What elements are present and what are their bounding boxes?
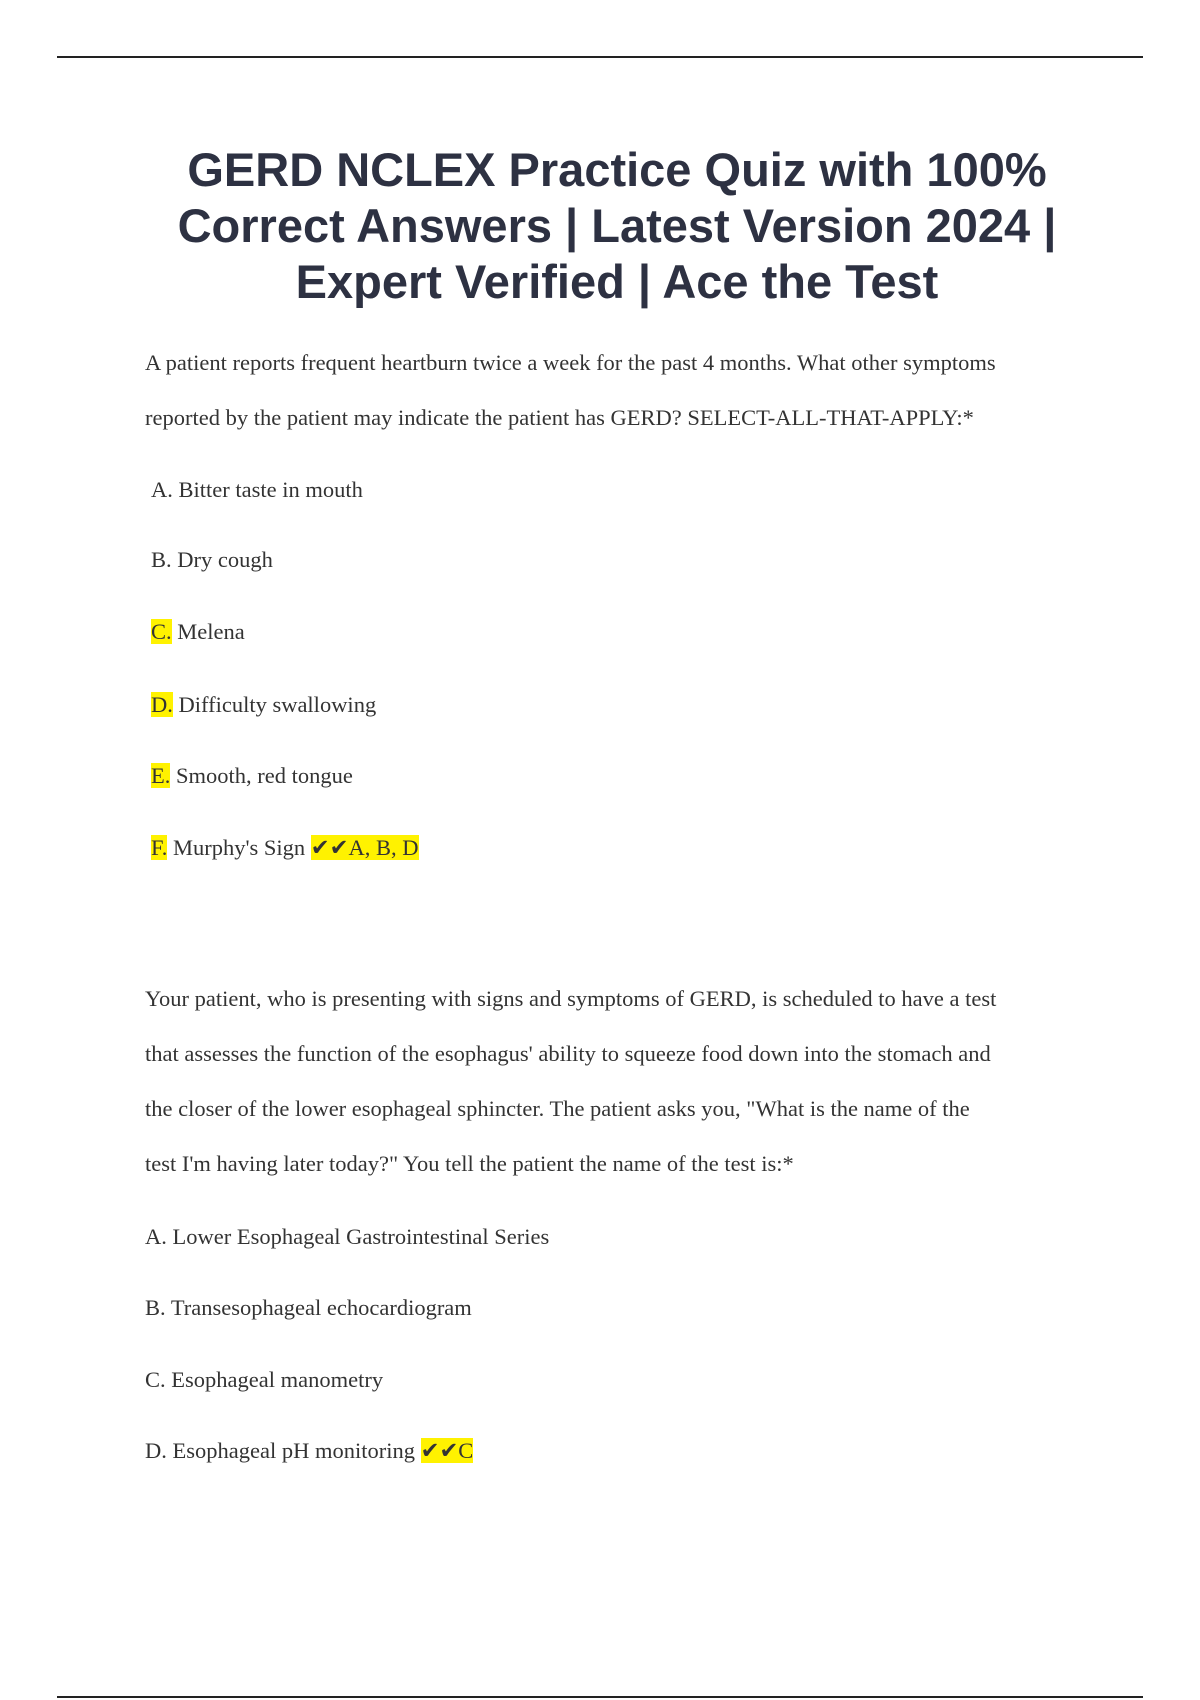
option-letter-highlighted: E. xyxy=(151,763,171,788)
option-letter-highlighted: C. xyxy=(151,619,172,644)
question-line: test I'm having later today?" You tell the patient the name of the test is:* xyxy=(145,1151,794,1176)
option-letter-highlighted: F. xyxy=(151,835,168,860)
question-2-option-a xyxy=(145,1222,549,1252)
option-text: Bitter taste in mouth xyxy=(172,477,363,502)
question-2-option-d xyxy=(145,1436,473,1466)
question-line: that assesses the function of the esophagus' ability to squeeze food down into the stomach and xyxy=(145,1041,991,1066)
question-2-text xyxy=(145,971,1075,1191)
option-text: Esophageal manometry xyxy=(165,1367,384,1392)
question-line: Your patient, who is presenting with signs and symptoms of GERD, is scheduled to have a test xyxy=(145,986,997,1011)
answer-key: ✔✔C xyxy=(420,1438,474,1463)
option-letter: A. xyxy=(151,477,173,502)
option-text: Transesophageal echocardiogram xyxy=(165,1295,472,1320)
question-1-option-a xyxy=(151,475,363,505)
title-line: Correct Answers | Latest Version 2024 | xyxy=(177,199,1057,252)
option-letter: B. xyxy=(145,1295,166,1320)
option-text: Difficulty swallowing xyxy=(172,692,377,717)
option-text: Murphy's Sign xyxy=(167,835,311,860)
top-rule xyxy=(57,56,1143,58)
question-1-option-f xyxy=(151,833,419,863)
question-line: A patient reports frequent heartburn twice a week for the past 4 months. What other symptoms xyxy=(145,350,996,375)
question-1-option-e xyxy=(151,761,353,791)
option-letter: A. xyxy=(145,1224,167,1249)
option-text: Lower Esophageal Gastrointestinal Series xyxy=(166,1224,550,1249)
question-1-option-c xyxy=(151,617,245,647)
title-line: GERD NCLEX Practice Quiz with 100% xyxy=(187,143,1047,196)
question-1-option-d xyxy=(151,690,376,720)
option-text: Melena xyxy=(171,619,245,644)
option-letter: D. xyxy=(145,1438,167,1463)
option-text: Smooth, red tongue xyxy=(170,763,353,788)
option-letter: C. xyxy=(145,1367,166,1392)
option-text: Dry cough xyxy=(171,547,273,572)
question-2-option-c xyxy=(145,1365,383,1395)
question-1-text xyxy=(145,335,1075,445)
question-2-option-b xyxy=(145,1293,472,1323)
option-letter: B. xyxy=(151,547,172,572)
option-text: Esophageal pH monitoring xyxy=(166,1438,421,1463)
bottom-rule xyxy=(57,1696,1143,1698)
answer-key: ✔✔A, B, D xyxy=(310,835,419,860)
title-line: Expert Verified | Ace the Test xyxy=(295,255,939,308)
question-line: reported by the patient may indicate the patient has GERD? SELECT-ALL-THAT-APPLY:* xyxy=(145,405,974,430)
question-1-option-b xyxy=(151,545,273,575)
option-letter-highlighted: D. xyxy=(151,692,173,717)
question-line: the closer of the lower esophageal sphincter. The patient asks you, "What is the name of the xyxy=(145,1096,970,1121)
document-title xyxy=(100,142,1134,310)
